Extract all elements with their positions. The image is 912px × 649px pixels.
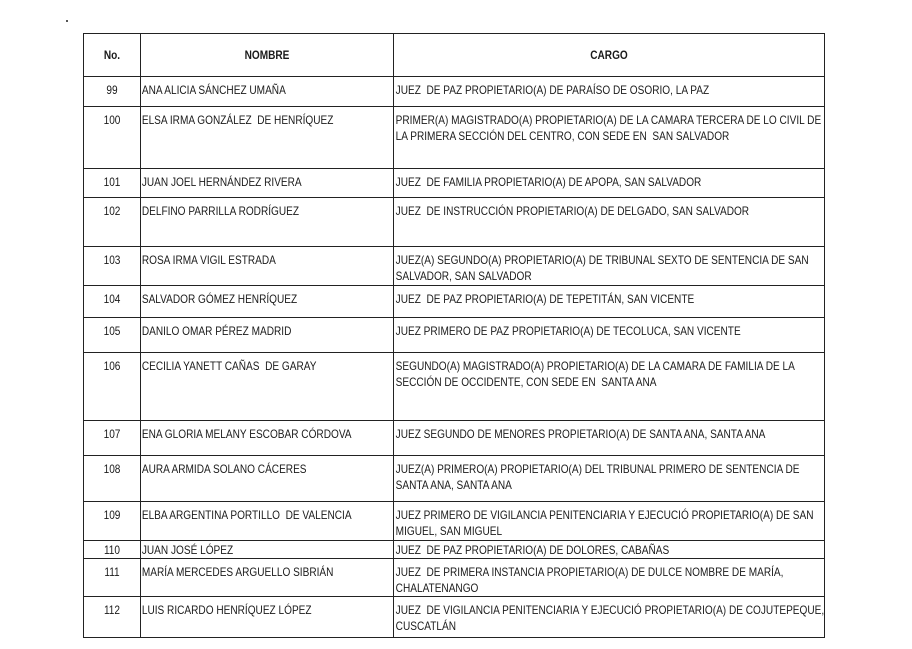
row-number: 109 xyxy=(103,508,121,522)
table-row xyxy=(84,318,825,353)
row-number-cell xyxy=(84,559,141,597)
row-cargo: JUEZ DE PAZ PROPIETARIO(A) DE TEPETITÁN, SAN VICENTE xyxy=(395,292,695,306)
row-number: 112 xyxy=(103,603,121,617)
table-row xyxy=(84,421,825,456)
row-cargo-cell xyxy=(394,247,825,286)
row-cargo-cell xyxy=(394,541,825,559)
table-row xyxy=(84,353,825,421)
row-cargo: JUEZ PRIMERO DE PAZ PROPIETARIO(A) DE TECOLUCA, SAN VICENTE xyxy=(395,324,741,338)
table-row xyxy=(84,541,825,559)
row-number-cell xyxy=(84,169,141,198)
row-number-cell xyxy=(84,353,141,421)
row-cargo: JUEZ DE PRIMERA INSTANCIA PROPIETARIO(A) DE DULCE NOMBRE DE MARÍA, CHALATENANGO xyxy=(395,565,787,595)
row-number-cell xyxy=(84,421,141,456)
row-cargo-cell xyxy=(394,198,825,247)
row-number-cell xyxy=(84,77,141,107)
row-number-cell xyxy=(84,286,141,318)
row-cargo-cell xyxy=(394,421,825,456)
row-nombre-cell xyxy=(141,541,394,559)
row-nombre: DANILO OMAR PÉREZ MADRID xyxy=(141,324,292,338)
row-cargo-cell xyxy=(394,107,825,169)
row-number-cell xyxy=(84,502,141,541)
row-nombre: JUAN JOEL HERNÁNDEZ RIVERA xyxy=(141,175,302,189)
row-cargo: JUEZ SEGUNDO DE MENORES PROPIETARIO(A) DE SANTA ANA, SANTA ANA xyxy=(395,427,766,441)
row-nombre: JUAN JOSÉ LÓPEZ xyxy=(141,543,234,557)
header-cargo-label: CARGO xyxy=(590,48,628,62)
judges-table xyxy=(83,33,825,638)
row-cargo: JUEZ DE PAZ PROPIETARIO(A) DE DOLORES, CABAÑAS xyxy=(395,543,670,557)
table-row xyxy=(84,456,825,502)
row-cargo-cell xyxy=(394,597,825,638)
table-row xyxy=(84,559,825,597)
row-cargo-cell xyxy=(394,456,825,502)
row-nombre: ANA ALICIA SÁNCHEZ UMAÑA xyxy=(141,83,286,97)
row-nombre-cell xyxy=(141,421,394,456)
table-row xyxy=(84,198,825,247)
row-cargo: JUEZ(A) SEGUNDO(A) PROPIETARIO(A) DE TRIBUNAL SEXTO DE SENTENCIA DE SAN SALVADOR, SAN SALVADOR xyxy=(395,253,812,283)
row-number: 111 xyxy=(104,565,120,579)
row-cargo: JUEZ DE FAMILIA PROPIETARIO(A) DE APOPA, SAN SALVADOR xyxy=(395,175,702,189)
row-number: 110 xyxy=(103,543,121,557)
row-number-cell xyxy=(84,597,141,638)
table-header xyxy=(84,34,825,77)
row-cargo: JUEZ DE INSTRUCCIÓN PROPIETARIO(A) DE DELGADO, SAN SALVADOR xyxy=(395,204,750,218)
row-number: 105 xyxy=(103,324,121,338)
table-row xyxy=(84,247,825,286)
row-number-cell xyxy=(84,107,141,169)
table-row xyxy=(84,77,825,107)
row-nombre-cell xyxy=(141,502,394,541)
header-no xyxy=(84,34,141,77)
row-cargo: SEGUNDO(A) MAGISTRADO(A) PROPIETARIO(A) DE LA CAMARA DE FAMILIA DE LA SECCIÓN DE OCCIDENTE, CON SEDE EN SANTA ANA xyxy=(395,359,798,389)
row-nombre-cell xyxy=(141,286,394,318)
row-nombre: CECILIA YANETT CAÑAS DE GARAY xyxy=(141,359,317,373)
row-cargo-cell xyxy=(394,318,825,353)
row-nombre-cell xyxy=(141,107,394,169)
row-nombre-cell xyxy=(141,198,394,247)
row-cargo-cell xyxy=(394,169,825,198)
row-number: 103 xyxy=(103,253,121,267)
row-nombre: ELBA ARGENTINA PORTILLO DE VALENCIA xyxy=(141,508,352,522)
table-row xyxy=(84,502,825,541)
header-nombre xyxy=(141,34,394,77)
row-number-cell xyxy=(84,456,141,502)
header-cargo xyxy=(394,34,825,77)
row-nombre-cell xyxy=(141,77,394,107)
row-cargo-cell xyxy=(394,502,825,541)
row-cargo-cell xyxy=(394,353,825,421)
table-row xyxy=(84,597,825,638)
row-nombre-cell xyxy=(141,318,394,353)
row-number-cell xyxy=(84,198,141,247)
row-nombre: ELSA IRMA GONZÁLEZ DE HENRÍQUEZ xyxy=(141,113,334,127)
table-row xyxy=(84,169,825,198)
row-number: 99 xyxy=(106,83,118,97)
row-nombre-cell xyxy=(141,456,394,502)
row-cargo: JUEZ DE PAZ PROPIETARIO(A) DE PARAÍSO DE OSORIO, LA PAZ xyxy=(395,83,710,97)
row-nombre: DELFINO PARRILLA RODRÍGUEZ xyxy=(141,204,300,218)
scan-speck xyxy=(66,20,68,22)
row-number-cell xyxy=(84,318,141,353)
row-number: 107 xyxy=(103,427,121,441)
row-nombre: ROSA IRMA VIGIL ESTRADA xyxy=(141,253,276,267)
row-number: 101 xyxy=(103,175,121,189)
table-row xyxy=(84,107,825,169)
row-cargo-cell xyxy=(394,286,825,318)
row-cargo: JUEZ DE VIGILANCIA PENITENCIARIA Y EJECUCIÓ PROPIETARIO(A) DE COJUTEPEQUE, CUSCATLÁN xyxy=(395,603,827,633)
row-number: 104 xyxy=(103,292,121,306)
header-nombre-label: NOMBRE xyxy=(244,48,290,62)
row-nombre-cell xyxy=(141,353,394,421)
row-nombre-cell xyxy=(141,169,394,198)
row-nombre-cell xyxy=(141,247,394,286)
row-nombre: MARÍA MERCEDES ARGUELLO SIBRIÁN xyxy=(141,565,334,579)
row-nombre: SALVADOR GÓMEZ HENRÍQUEZ xyxy=(141,292,298,306)
row-number: 106 xyxy=(103,359,121,373)
row-cargo-cell xyxy=(394,559,825,597)
row-number: 108 xyxy=(103,462,121,476)
row-number-cell xyxy=(84,247,141,286)
row-number: 102 xyxy=(103,204,121,218)
row-cargo: JUEZ(A) PRIMERO(A) PROPIETARIO(A) DEL TRIBUNAL PRIMERO DE SENTENCIA DE SANTA ANA, SANTA ANA xyxy=(395,462,803,492)
row-nombre-cell xyxy=(141,559,394,597)
row-nombre: ENA GLORIA MELANY ESCOBAR CÓRDOVA xyxy=(141,427,352,441)
row-nombre: LUIS RICARDO HENRÍQUEZ LÓPEZ xyxy=(141,603,312,617)
row-cargo: PRIMER(A) MAGISTRADO(A) PROPIETARIO(A) DE LA CAMARA TERCERA DE LO CIVIL DE LA PRIMERA SECCIÓN DEL CENTRO, CON SEDE EN SAN SALVADOR xyxy=(395,113,824,143)
row-cargo-cell xyxy=(394,77,825,107)
row-cargo: JUEZ PRIMERO DE VIGILANCIA PENITENCIARIA Y EJECUCIÓ PROPIETARIO(A) DE SAN MIGUEL, SAN MIGUEL xyxy=(395,508,817,538)
row-nombre-cell xyxy=(141,597,394,638)
row-nombre: AURA ARMIDA SOLANO CÁCERES xyxy=(141,462,307,476)
header-no-label: No. xyxy=(103,48,121,62)
row-number-cell xyxy=(84,541,141,559)
table-row xyxy=(84,286,825,318)
row-number: 100 xyxy=(103,113,121,127)
